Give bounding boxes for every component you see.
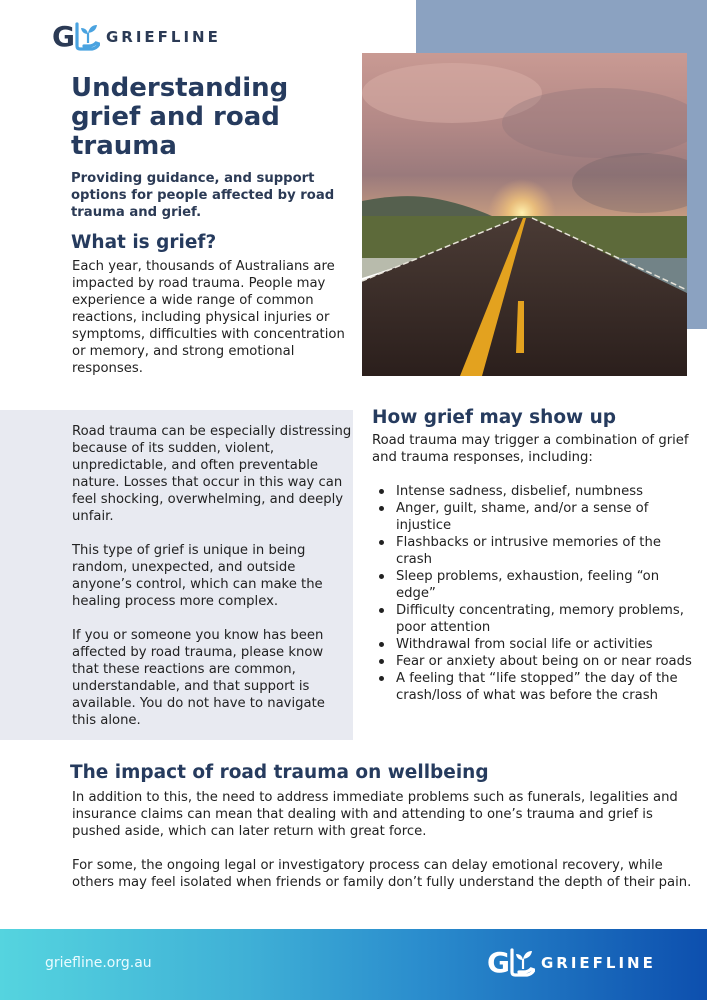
list-item	[372, 534, 692, 568]
how-grief-shows-intro: Road trauma may trigger a combination of grief and trauma responses, including:	[372, 433, 689, 465]
impact-paragraph: In addition to this, the need to address immediate problems such as funerals, legalities and insurance claims can mean that dealing with and attending to one’s trauma and grief is pushed aside, which can later return with great force.	[72, 790, 678, 839]
list-item-text: Intense sadness, disbelief, numbness	[396, 484, 643, 499]
list-item-text: Anger, guilt, shame, and/or a sense of injustice	[396, 501, 649, 533]
bullet-icon	[379, 608, 384, 613]
footer-website-link[interactable]: griefline.org.au	[45, 955, 152, 971]
grief-responses-list	[372, 483, 692, 704]
page-subtitle: Providing guidance, and support options for people affected by road trauma and grief.	[71, 171, 335, 220]
page-title: Understanding grief and road trauma	[71, 73, 289, 161]
list-item-text: Sleep problems, exhaustion, feeling “on edge”	[396, 569, 660, 601]
list-item-text: Fear or anxiety about being on or near roads	[396, 654, 692, 669]
road-sunset-photo	[362, 53, 687, 376]
how-grief-shows-heading: How grief may show up	[372, 407, 616, 428]
list-item	[372, 602, 692, 636]
footer-logo-monogram-g: G	[487, 946, 509, 979]
impact-text	[72, 789, 692, 908]
what-is-grief-text: Each year, thousands of Australians are impacted by road trauma. People may experience a wide range of common reactions, including physical injuries or symptoms, difficulties with concentration or memory, and strong emotional responses.	[72, 259, 345, 376]
list-item-text: A feeling that “life stopped” the day of the crash/loss of what was before the crash	[396, 671, 678, 703]
bullet-icon	[379, 540, 384, 545]
panel-paragraph: Road trauma can be especially distressing because of its sudden, violent, unpredictable, and often preventable nature. Losses that occur in this way can feel shocking, overwhelming, and deeply unfair.	[72, 424, 352, 524]
list-item	[372, 500, 692, 534]
griefline-logo[interactable]	[52, 21, 221, 53]
list-item	[372, 568, 692, 602]
hand-sprout-icon	[74, 22, 100, 52]
bullet-icon	[379, 659, 384, 664]
panel-paragraph: If you or someone you know has been affected by road trauma, please know that these reactions are common, understandable, and that support is available. You do not have to navigate this alone.	[72, 628, 325, 728]
impact-paragraph: For some, the ongoing legal or investigatory process can delay emotional recovery, while others may feel isolated when friends or family don’t fully understand the depth of their pain.	[72, 858, 692, 890]
logo-wordmark: GRIEFLINE	[105, 28, 221, 46]
impact-heading: The impact of road trauma on wellbeing	[70, 762, 489, 783]
bullet-icon	[379, 489, 384, 494]
list-item-text: Difficulty concentrating, memory problems, poor attention	[396, 603, 684, 635]
footer-griefline-logo[interactable]	[487, 946, 656, 980]
list-item	[372, 483, 692, 500]
list-item	[372, 636, 692, 653]
what-is-grief-heading: What is grief?	[71, 232, 217, 253]
logo-monogram-g: G	[52, 20, 74, 53]
road-trauma-panel-text	[72, 423, 352, 746]
bullet-icon	[379, 506, 384, 511]
footer-bar	[0, 929, 707, 1000]
list-item-text: Withdrawal from social life or activities	[396, 637, 653, 652]
bullet-icon	[379, 642, 384, 647]
list-item	[372, 653, 692, 670]
panel-paragraph: This type of grief is unique in being random, unexpected, and outside anyone’s control, which can make the healing process more complex.	[72, 543, 323, 609]
list-item-text: Flashbacks or intrusive memories of the crash	[396, 535, 661, 567]
bullet-icon	[379, 676, 384, 681]
bullet-icon	[379, 574, 384, 579]
list-item	[372, 670, 692, 704]
hand-sprout-icon	[509, 948, 535, 978]
footer-logo-wordmark: GRIEFLINE	[540, 954, 656, 972]
